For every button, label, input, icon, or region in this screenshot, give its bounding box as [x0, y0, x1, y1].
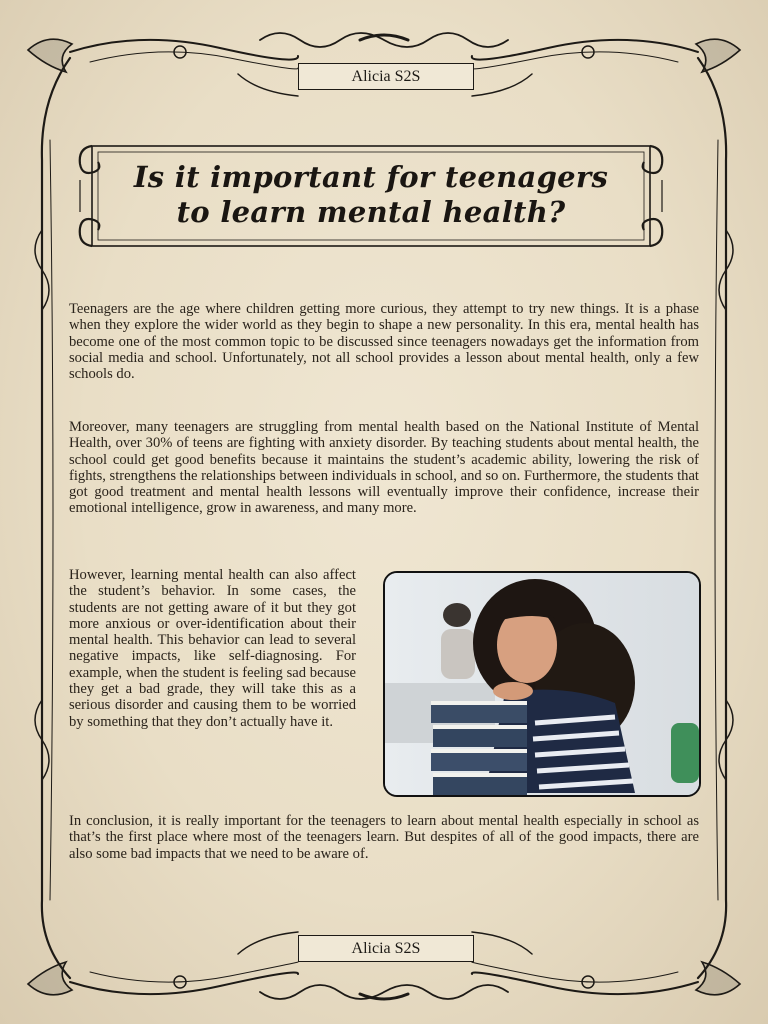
paragraph-conclusion: In conclusion, it is really important for the teenagers to learn about mental health especially in school as that’s the first place where most of the teenagers learn. But despites of all of the good impacts, there are also some bad impacts that we need to be aware of.: [69, 813, 699, 862]
title-line-2: to learn mental health?: [176, 195, 566, 229]
teen-girl-with-books-photo: [383, 571, 701, 797]
title-frame: [78, 140, 664, 252]
paragraph-intro: Teenagers are the age where children getting more curious, they attempt to try new things. It is a phase when they explore the wider world as they begin to shape a new personality. In this era, mental health has become one of the most common topic to be discussed since teenagers nowadays get the information from social media and school. Unfortunately, not all school provides a lesson about mental health, only a few schools do.: [69, 301, 699, 383]
photo-illustration: [385, 573, 699, 795]
paragraph-benefits: Moreover, many teenagers are struggling from mental health based on the National Institute of Mental Health, over 30% of teens are fighting with anxiety disorder. By teaching students about mental health, the school could get good benefits because it maintains the student’s academic ability, lowering the risk of fights, strengthens the relationships between individuals in school, and so on. Furthermore, the students that got good treatment and mental health lessons will eventually improve their confidence, increase their emotional intelligence, grow in awareness, and many more.: [69, 419, 699, 517]
page-title: [78, 160, 664, 230]
author-label-bottom: Alicia S2S: [298, 935, 474, 962]
title-line-1: Is it important for teenagers: [133, 160, 609, 194]
author-label-top: Alicia S2S: [298, 63, 474, 90]
paragraph-drawbacks: However, learning mental health can also affect the student’s behavior. In some cases, the students are not getting aware of it but they got more anxious or over-identification about their mental health. This behavior can lead to several negative impacts, like self-diagnosing. For example, when the student is feeling sad because they get a bad grade, they will take this as a serious disorder and causing them to be worried by something that they don’t actually have it.: [69, 567, 356, 730]
